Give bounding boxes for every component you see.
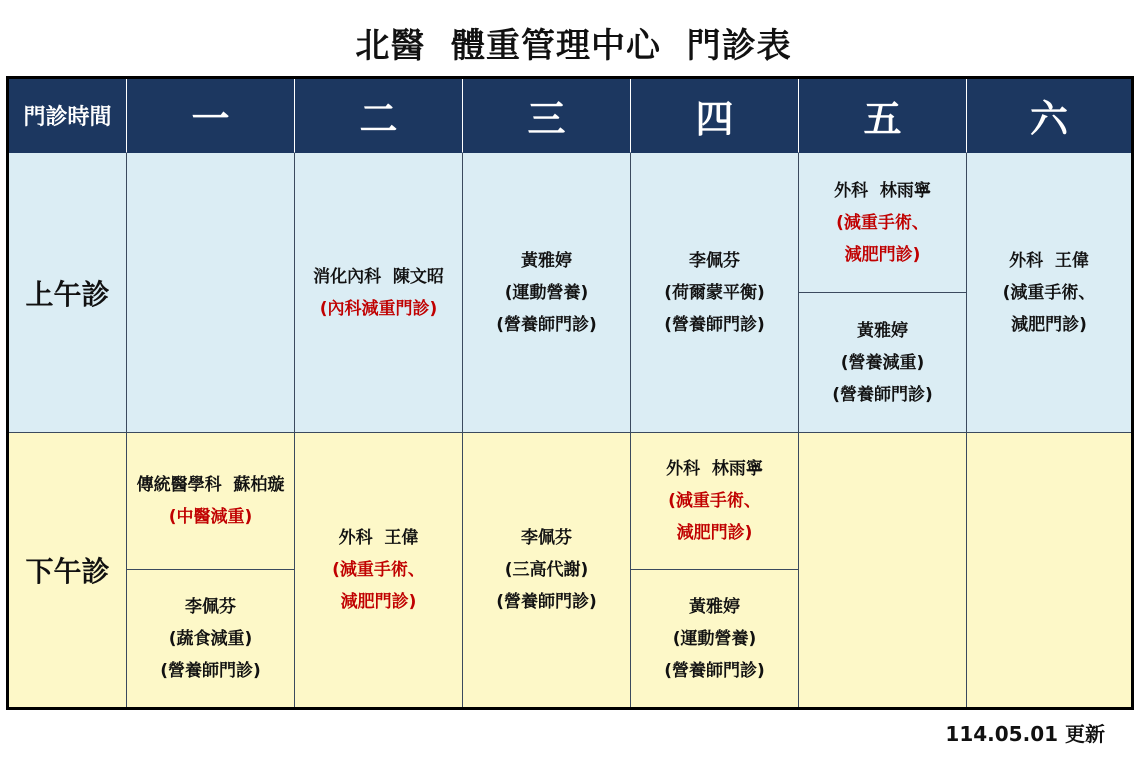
am-row-label: [9, 153, 127, 433]
clinic-note: 減肥門診): [844, 244, 921, 265]
clinic-note: (減重手術、: [332, 560, 425, 580]
doctor-name: 黃雅婷: [689, 596, 740, 617]
clinic-note: (內科減重門診): [319, 298, 438, 319]
clinic-type: (營養師門診): [160, 660, 261, 681]
am-fri-top-cell: [799, 153, 967, 293]
header-time-label: [9, 79, 127, 153]
header-day-tue: [295, 79, 463, 153]
clinic-specialty: (減重手術、: [1002, 282, 1096, 303]
doctor-name: 外科 林雨寧: [666, 459, 763, 479]
header-day-thu: [631, 79, 799, 153]
am-wed-cell: [463, 153, 631, 433]
header-day-text: 二: [359, 97, 398, 141]
clinic-specialty: (運動營養): [672, 628, 757, 649]
header-day-text: 六: [1029, 97, 1068, 141]
clinic-note: 減肥門診): [340, 592, 417, 612]
pm-mon-bottom-cell: [127, 570, 295, 707]
clinic-note: 減肥門診): [676, 523, 753, 543]
clinic-specialty: (蔬食減重): [168, 628, 253, 649]
am-sat-cell: [967, 153, 1131, 433]
doctor-name: 消化內科 陳文昭: [313, 266, 444, 287]
clinic-note: (中醫減重): [168, 507, 253, 527]
pm-sat-cell: [967, 433, 1131, 707]
clinic-specialty: (運動營養): [504, 282, 589, 303]
doctor-name: 外科 王偉: [1009, 250, 1089, 271]
clinic-schedule-table: [6, 76, 1134, 710]
clinic-type: (營養師門診): [664, 314, 765, 335]
pm-row-label-text: 下午診: [25, 555, 110, 588]
clinic-specialty: (三高代謝): [504, 560, 589, 580]
header-day-text: 四: [695, 97, 734, 141]
header-day-text: 一: [191, 97, 230, 141]
header-day-fri: [799, 79, 967, 153]
clinic-note: (減重手術、: [836, 212, 929, 233]
clinic-type: (營養師門診): [496, 592, 597, 612]
clinic-type: (營養師門診): [664, 660, 765, 681]
header-day-sat: [967, 79, 1131, 153]
doctor-name: 李佩芬: [521, 528, 572, 548]
pm-tue-cell: [295, 433, 463, 707]
pm-thu-top-cell: [631, 433, 799, 570]
header-day-text: 五: [863, 97, 902, 141]
am-tue-cell: [295, 153, 463, 433]
am-mon-cell: [127, 153, 295, 433]
header-day-text: 三: [527, 97, 566, 141]
doctor-name: 外科 林雨寧: [834, 180, 931, 201]
header-day-mon: [127, 79, 295, 153]
clinic-specialty: (荷爾蒙平衡): [664, 282, 765, 303]
doctor-name: 李佩芬: [689, 250, 740, 271]
doctor-name: 黃雅婷: [857, 320, 908, 341]
doctor-name: 李佩芬: [185, 596, 236, 617]
doctor-name: 黃雅婷: [521, 250, 572, 271]
clinic-type: (營養師門診): [832, 384, 933, 405]
pm-row-label: [9, 433, 127, 707]
am-thu-cell: [631, 153, 799, 433]
clinic-specialty: (營養減重): [840, 352, 925, 373]
doctor-name: 外科 王偉: [338, 528, 419, 548]
pm-thu-bottom-cell: [631, 570, 799, 707]
clinic-type: (營養師門診): [496, 314, 597, 335]
header-day-wed: [463, 79, 631, 153]
clinic-note: (減重手術、: [668, 491, 761, 511]
doctor-name: 傳統醫學科 蘇柏璇: [136, 475, 285, 495]
pm-fri-cell: [799, 433, 967, 707]
page-title: 北醫 體重管理中心 門診表: [355, 26, 792, 66]
pm-mon-top-cell: [127, 433, 295, 570]
pm-wed-cell: [463, 433, 631, 707]
am-fri-bottom-cell: [799, 293, 967, 433]
clinic-specialty: 減肥門診): [1011, 314, 1087, 335]
update-date: 114.05.01 更新: [945, 722, 1105, 746]
am-row-label-text: 上午診: [25, 277, 110, 311]
header-time-label-text: 門診時間: [23, 105, 112, 130]
